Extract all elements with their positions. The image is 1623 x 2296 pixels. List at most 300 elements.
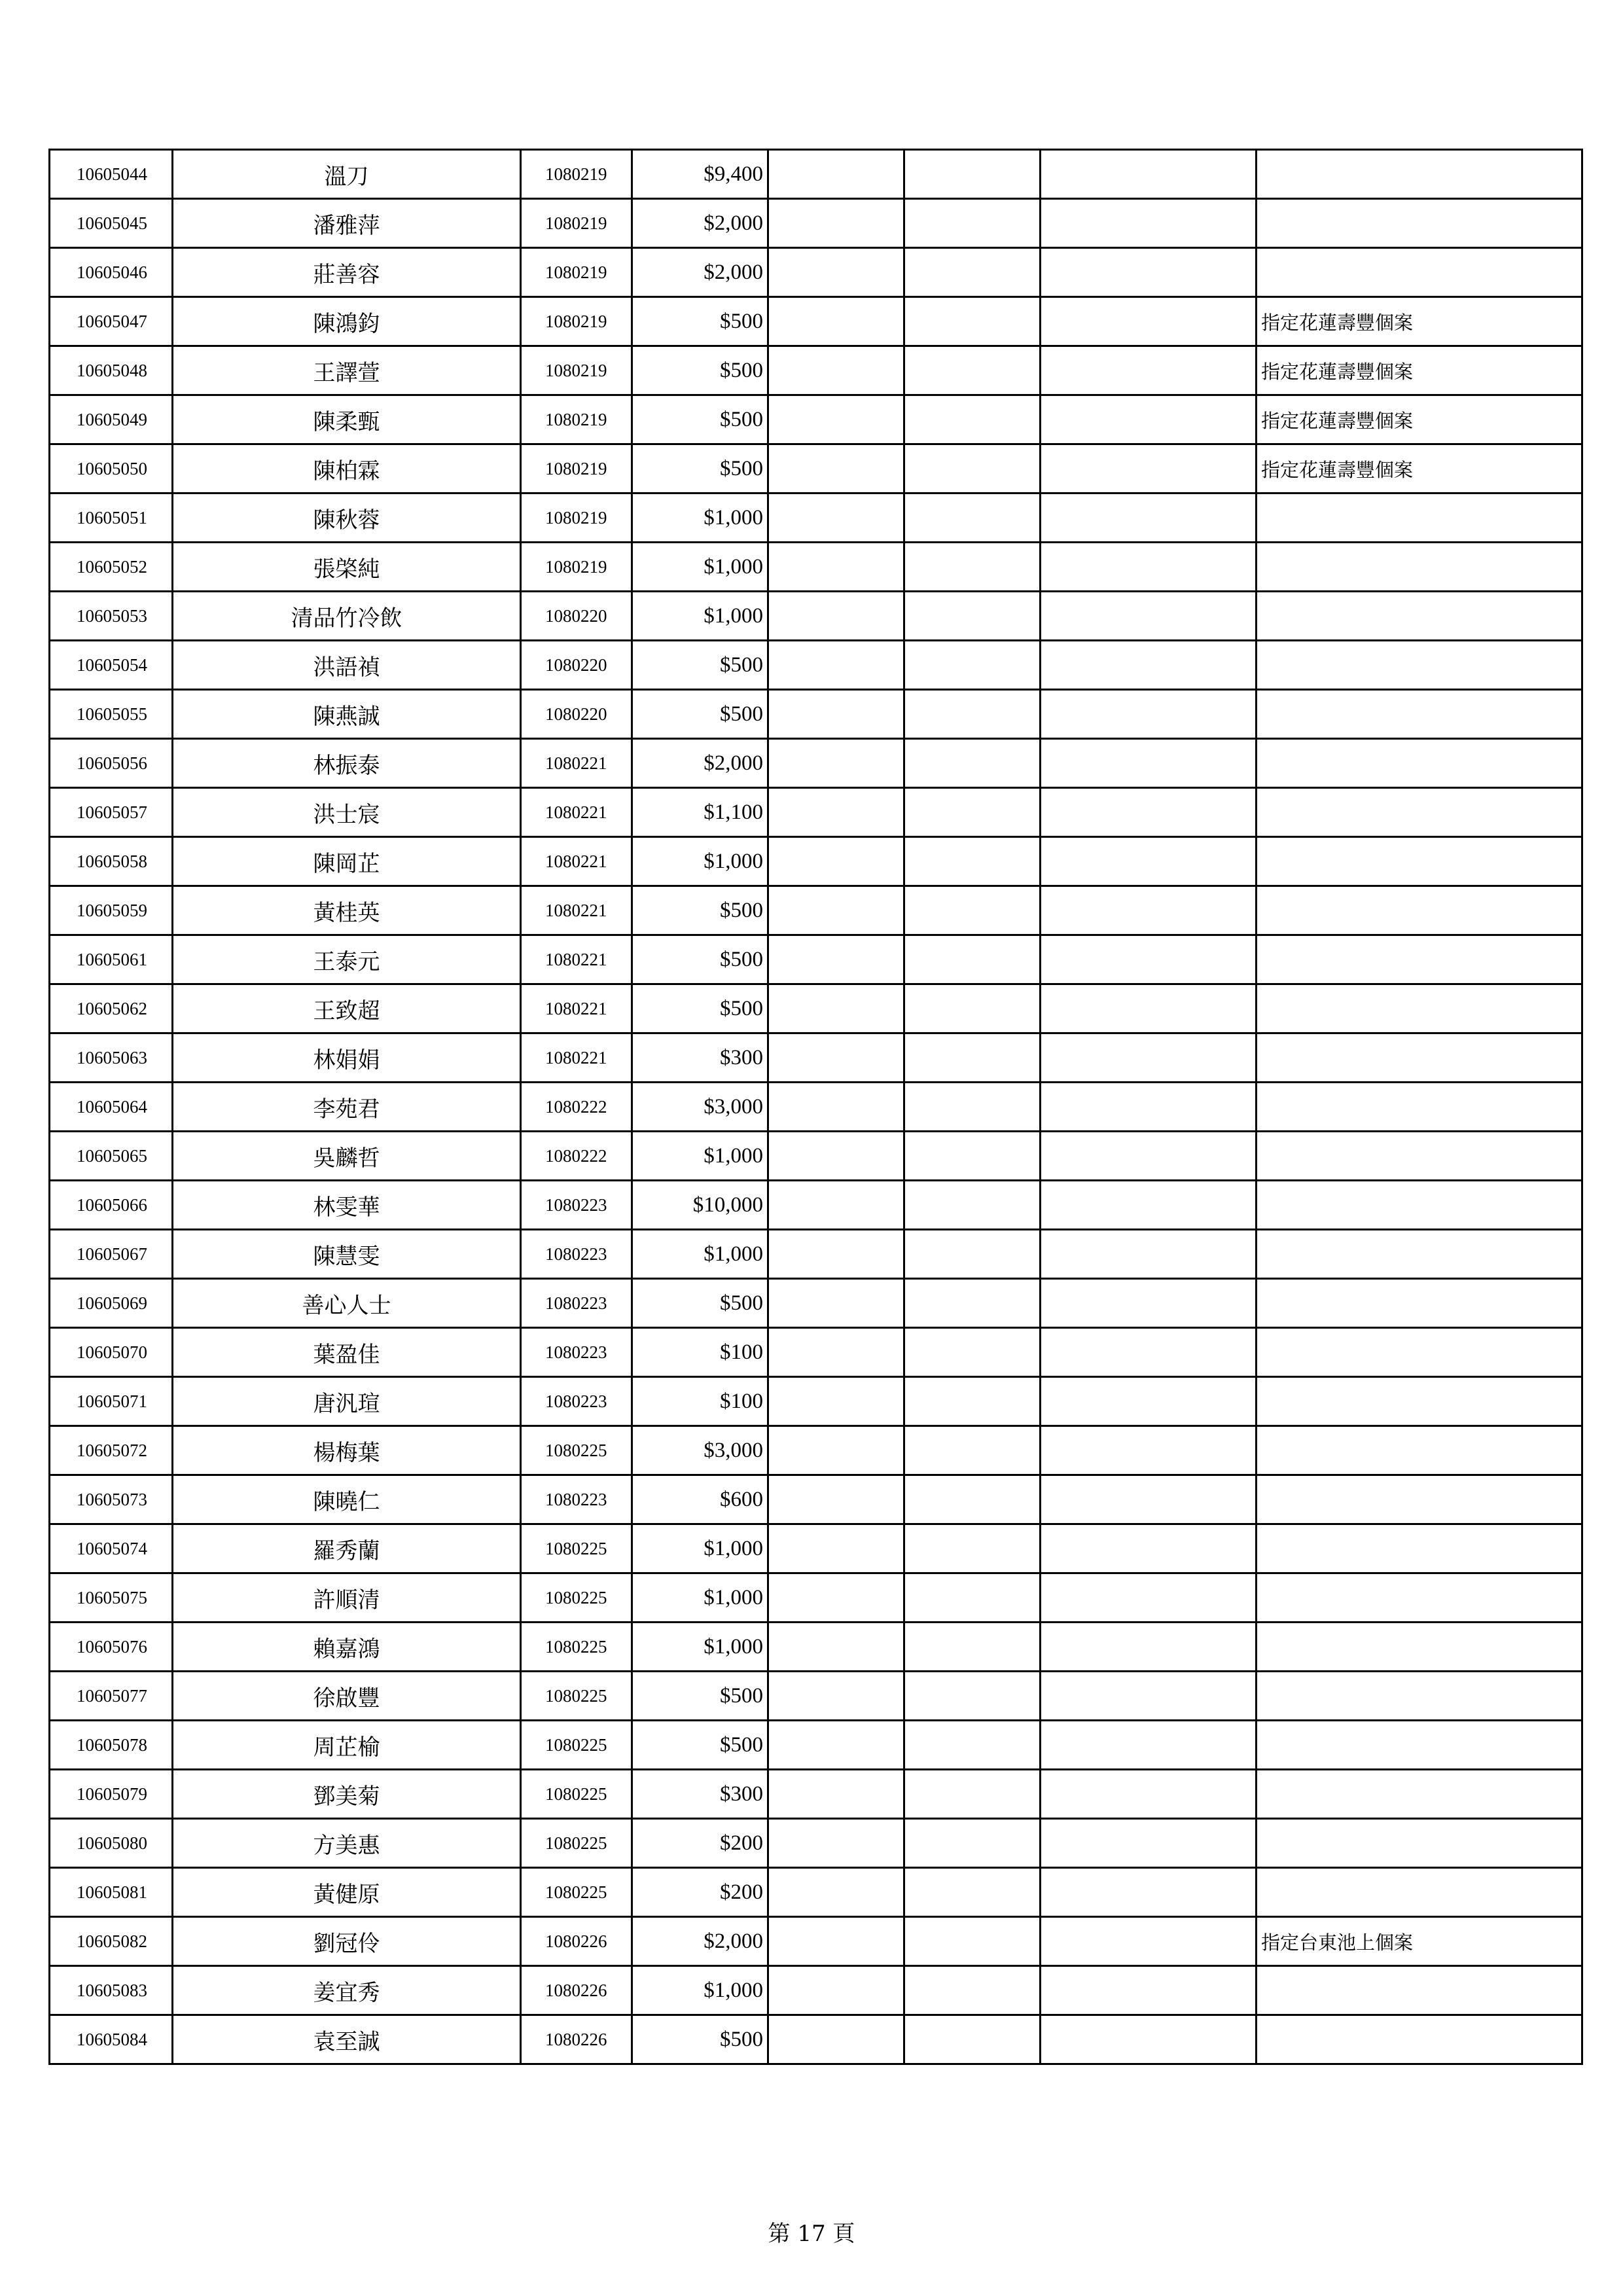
- table-row: [50, 1132, 1582, 1181]
- receipt-number-cell: 10605062: [50, 984, 173, 1033]
- donor-name-cell: 清品竹冷飲: [173, 592, 521, 641]
- donation-date-cell: 1080221: [521, 886, 632, 935]
- designation-note-cell: [1257, 248, 1582, 297]
- donation-amount-cell: $500: [632, 984, 768, 1033]
- table-row: [50, 444, 1582, 493]
- empty-cell: [1041, 248, 1257, 297]
- donation-date-cell: 1080222: [521, 1132, 632, 1181]
- receipt-number-cell: 10605050: [50, 444, 173, 493]
- empty-cell: [1041, 1132, 1257, 1181]
- table-row: [50, 1573, 1582, 1623]
- receipt-number-cell: 10605076: [50, 1623, 173, 1672]
- empty-cell: [768, 1426, 904, 1475]
- table-row: [50, 2015, 1582, 2064]
- table-row: [50, 592, 1582, 641]
- designation-note-cell: [1257, 543, 1582, 592]
- empty-cell: [904, 1721, 1041, 1770]
- donation-date-cell: 1080223: [521, 1230, 632, 1279]
- donation-date-cell: 1080225: [521, 1672, 632, 1721]
- donation-amount-cell: $500: [632, 886, 768, 935]
- table-row: [50, 1721, 1582, 1770]
- empty-cell: [768, 886, 904, 935]
- donor-name-cell: 賴嘉鴻: [173, 1623, 521, 1672]
- empty-cell: [1041, 739, 1257, 788]
- empty-cell: [904, 297, 1041, 346]
- empty-cell: [768, 1377, 904, 1426]
- empty-cell: [904, 886, 1041, 935]
- receipt-number-cell: 10605077: [50, 1672, 173, 1721]
- receipt-number-cell: 10605067: [50, 1230, 173, 1279]
- table-row: [50, 543, 1582, 592]
- donor-name-cell: 許順清: [173, 1573, 521, 1623]
- donation-date-cell: 1080221: [521, 739, 632, 788]
- empty-cell: [1041, 1279, 1257, 1328]
- empty-cell: [768, 1524, 904, 1573]
- empty-cell: [1041, 199, 1257, 248]
- empty-cell: [904, 641, 1041, 690]
- empty-cell: [1041, 788, 1257, 837]
- empty-cell: [904, 1426, 1041, 1475]
- empty-cell: [1041, 1426, 1257, 1475]
- empty-cell: [768, 641, 904, 690]
- empty-cell: [1041, 297, 1257, 346]
- receipt-number-cell: 10605073: [50, 1475, 173, 1524]
- empty-cell: [904, 788, 1041, 837]
- donor-name-cell: 徐啟豐: [173, 1672, 521, 1721]
- designation-note-cell: [1257, 1819, 1582, 1868]
- table-row: [50, 1328, 1582, 1377]
- donation-amount-cell: $2,000: [632, 248, 768, 297]
- donation-date-cell: 1080219: [521, 444, 632, 493]
- empty-cell: [1041, 690, 1257, 739]
- empty-cell: [1041, 886, 1257, 935]
- donor-name-cell: 溫刀: [173, 150, 521, 199]
- designation-note-cell: 指定花蓮壽豐個案: [1257, 346, 1582, 395]
- donation-date-cell: 1080221: [521, 788, 632, 837]
- donation-amount-cell: $1,000: [632, 493, 768, 543]
- table-row: [50, 935, 1582, 984]
- empty-cell: [1041, 1083, 1257, 1132]
- donation-amount-cell: $1,000: [632, 1524, 768, 1573]
- designation-note-cell: 指定台東池上個案: [1257, 1917, 1582, 1966]
- table-row: [50, 1279, 1582, 1328]
- donor-name-cell: 張棨純: [173, 543, 521, 592]
- empty-cell: [904, 984, 1041, 1033]
- empty-cell: [904, 837, 1041, 886]
- designation-note-cell: [1257, 150, 1582, 199]
- donation-date-cell: 1080221: [521, 935, 632, 984]
- donation-date-cell: 1080221: [521, 984, 632, 1033]
- empty-cell: [768, 690, 904, 739]
- designation-note-cell: [1257, 1377, 1582, 1426]
- empty-cell: [904, 1770, 1041, 1819]
- empty-cell: [904, 1868, 1041, 1917]
- empty-cell: [904, 592, 1041, 641]
- table-row: [50, 1475, 1582, 1524]
- empty-cell: [768, 1573, 904, 1623]
- empty-cell: [768, 1966, 904, 2015]
- receipt-number-cell: 10605075: [50, 1573, 173, 1623]
- empty-cell: [904, 248, 1041, 297]
- table-row: [50, 641, 1582, 690]
- table-row: [50, 1377, 1582, 1426]
- empty-cell: [768, 1672, 904, 1721]
- receipt-number-cell: 10605069: [50, 1279, 173, 1328]
- receipt-number-cell: 10605063: [50, 1033, 173, 1083]
- empty-cell: [904, 1672, 1041, 1721]
- empty-cell: [904, 444, 1041, 493]
- donor-name-cell: 陳柏霖: [173, 444, 521, 493]
- donation-date-cell: 1080225: [521, 1426, 632, 1475]
- empty-cell: [768, 1917, 904, 1966]
- receipt-number-cell: 10605072: [50, 1426, 173, 1475]
- donor-name-cell: 黃健原: [173, 1868, 521, 1917]
- designation-note-cell: [1257, 1623, 1582, 1672]
- empty-cell: [1041, 984, 1257, 1033]
- empty-cell: [904, 935, 1041, 984]
- empty-cell: [1041, 1966, 1257, 2015]
- receipt-number-cell: 10605053: [50, 592, 173, 641]
- donor-name-cell: 李苑君: [173, 1083, 521, 1132]
- donation-date-cell: 1080226: [521, 2015, 632, 2064]
- receipt-number-cell: 10605081: [50, 1868, 173, 1917]
- table-row: [50, 1181, 1582, 1230]
- empty-cell: [1041, 641, 1257, 690]
- empty-cell: [1041, 1475, 1257, 1524]
- designation-note-cell: [1257, 886, 1582, 935]
- donation-amount-cell: $1,100: [632, 788, 768, 837]
- donation-amount-cell: $100: [632, 1377, 768, 1426]
- empty-cell: [1041, 837, 1257, 886]
- donation-ledger-table: [48, 149, 1583, 2065]
- donation-date-cell: 1080219: [521, 248, 632, 297]
- table-row: [50, 690, 1582, 739]
- designation-note-cell: [1257, 1279, 1582, 1328]
- designation-note-cell: [1257, 1475, 1582, 1524]
- empty-cell: [1041, 1033, 1257, 1083]
- empty-cell: [1041, 1524, 1257, 1573]
- donor-name-cell: 林振泰: [173, 739, 521, 788]
- designation-note-cell: [1257, 1524, 1582, 1573]
- empty-cell: [1041, 1672, 1257, 1721]
- empty-cell: [768, 1328, 904, 1377]
- table-row: [50, 297, 1582, 346]
- donation-date-cell: 1080219: [521, 199, 632, 248]
- donor-name-cell: 陳秋蓉: [173, 493, 521, 543]
- empty-cell: [768, 1475, 904, 1524]
- empty-cell: [1041, 1623, 1257, 1672]
- donation-date-cell: 1080223: [521, 1328, 632, 1377]
- donation-amount-cell: $1,000: [632, 837, 768, 886]
- receipt-number-cell: 10605065: [50, 1132, 173, 1181]
- empty-cell: [904, 1181, 1041, 1230]
- donation-amount-cell: $500: [632, 346, 768, 395]
- designation-note-cell: [1257, 2015, 1582, 2064]
- empty-cell: [1041, 592, 1257, 641]
- donor-name-cell: 楊梅葉: [173, 1426, 521, 1475]
- donation-amount-cell: $300: [632, 1033, 768, 1083]
- empty-cell: [768, 1279, 904, 1328]
- empty-cell: [768, 1033, 904, 1083]
- donor-name-cell: 袁至誠: [173, 2015, 521, 2064]
- empty-cell: [1041, 1917, 1257, 1966]
- donation-date-cell: 1080223: [521, 1377, 632, 1426]
- empty-cell: [904, 1573, 1041, 1623]
- designation-note-cell: [1257, 1328, 1582, 1377]
- table-row: [50, 886, 1582, 935]
- empty-cell: [768, 984, 904, 1033]
- donor-name-cell: 王泰元: [173, 935, 521, 984]
- receipt-number-cell: 10605046: [50, 248, 173, 297]
- empty-cell: [768, 543, 904, 592]
- receipt-number-cell: 10605051: [50, 493, 173, 543]
- receipt-number-cell: 10605045: [50, 199, 173, 248]
- donation-date-cell: 1080222: [521, 1083, 632, 1132]
- empty-cell: [768, 248, 904, 297]
- designation-note-cell: [1257, 690, 1582, 739]
- donation-date-cell: 1080219: [521, 395, 632, 444]
- donation-date-cell: 1080223: [521, 1279, 632, 1328]
- donation-amount-cell: $500: [632, 444, 768, 493]
- donation-date-cell: 1080225: [521, 1721, 632, 1770]
- donation-date-cell: 1080225: [521, 1524, 632, 1573]
- receipt-number-cell: 10605064: [50, 1083, 173, 1132]
- empty-cell: [904, 739, 1041, 788]
- table-row: [50, 1524, 1582, 1573]
- donation-amount-cell: $3,000: [632, 1083, 768, 1132]
- table-row: [50, 395, 1582, 444]
- designation-note-cell: [1257, 1573, 1582, 1623]
- donation-amount-cell: $2,000: [632, 739, 768, 788]
- donation-date-cell: 1080219: [521, 346, 632, 395]
- donor-name-cell: 陳柔甄: [173, 395, 521, 444]
- designation-note-cell: [1257, 1230, 1582, 1279]
- empty-cell: [1041, 1230, 1257, 1279]
- designation-note-cell: [1257, 837, 1582, 886]
- donor-name-cell: 周芷榆: [173, 1721, 521, 1770]
- designation-note-cell: [1257, 1672, 1582, 1721]
- empty-cell: [904, 1819, 1041, 1868]
- designation-note-cell: [1257, 739, 1582, 788]
- empty-cell: [1041, 1721, 1257, 1770]
- empty-cell: [1041, 2015, 1257, 2064]
- empty-cell: [768, 1083, 904, 1132]
- donation-amount-cell: $500: [632, 1279, 768, 1328]
- designation-note-cell: [1257, 1770, 1582, 1819]
- empty-cell: [904, 395, 1041, 444]
- donation-amount-cell: $500: [632, 935, 768, 984]
- designation-note-cell: 指定花蓮壽豐個案: [1257, 444, 1582, 493]
- table-row: [50, 837, 1582, 886]
- donation-date-cell: 1080225: [521, 1770, 632, 1819]
- designation-note-cell: [1257, 199, 1582, 248]
- receipt-number-cell: 10605061: [50, 935, 173, 984]
- designation-note-cell: [1257, 1181, 1582, 1230]
- receipt-number-cell: 10605079: [50, 1770, 173, 1819]
- empty-cell: [1041, 1328, 1257, 1377]
- empty-cell: [904, 493, 1041, 543]
- donation-date-cell: 1080221: [521, 837, 632, 886]
- ledger-body: [50, 150, 1582, 2064]
- empty-cell: [768, 395, 904, 444]
- designation-note-cell: [1257, 788, 1582, 837]
- donor-name-cell: 劉冠伶: [173, 1917, 521, 1966]
- donation-amount-cell: $2,000: [632, 1917, 768, 1966]
- empty-cell: [768, 1819, 904, 1868]
- empty-cell: [768, 444, 904, 493]
- table-row: [50, 199, 1582, 248]
- donation-amount-cell: $100: [632, 1328, 768, 1377]
- empty-cell: [768, 493, 904, 543]
- donor-name-cell: 陳岡芷: [173, 837, 521, 886]
- empty-cell: [904, 1033, 1041, 1083]
- receipt-number-cell: 10605084: [50, 2015, 173, 2064]
- empty-cell: [768, 788, 904, 837]
- receipt-number-cell: 10605059: [50, 886, 173, 935]
- empty-cell: [1041, 1573, 1257, 1623]
- donation-date-cell: 1080225: [521, 1623, 632, 1672]
- empty-cell: [904, 1623, 1041, 1672]
- empty-cell: [904, 1279, 1041, 1328]
- empty-cell: [904, 1377, 1041, 1426]
- empty-cell: [768, 1868, 904, 1917]
- donor-name-cell: 羅秀蘭: [173, 1524, 521, 1573]
- donation-amount-cell: $500: [632, 2015, 768, 2064]
- designation-note-cell: [1257, 493, 1582, 543]
- donation-amount-cell: $500: [632, 297, 768, 346]
- empty-cell: [904, 1132, 1041, 1181]
- donor-name-cell: 陳曉仁: [173, 1475, 521, 1524]
- table-row: [50, 1966, 1582, 2015]
- donor-name-cell: 善心人士: [173, 1279, 521, 1328]
- table-row: [50, 1426, 1582, 1475]
- receipt-number-cell: 10605054: [50, 641, 173, 690]
- page-number: 第 17 頁: [768, 2221, 855, 2247]
- designation-note-cell: [1257, 592, 1582, 641]
- empty-cell: [1041, 1377, 1257, 1426]
- donation-date-cell: 1080220: [521, 592, 632, 641]
- receipt-number-cell: 10605074: [50, 1524, 173, 1573]
- empty-cell: [768, 1132, 904, 1181]
- empty-cell: [768, 1770, 904, 1819]
- empty-cell: [1041, 1181, 1257, 1230]
- receipt-number-cell: 10605078: [50, 1721, 173, 1770]
- donation-amount-cell: $500: [632, 641, 768, 690]
- donation-date-cell: 1080219: [521, 297, 632, 346]
- designation-note-cell: [1257, 984, 1582, 1033]
- donor-name-cell: 陳燕誠: [173, 690, 521, 739]
- empty-cell: [1041, 935, 1257, 984]
- donation-date-cell: 1080219: [521, 150, 632, 199]
- empty-cell: [904, 1230, 1041, 1279]
- donor-name-cell: 莊善容: [173, 248, 521, 297]
- empty-cell: [904, 690, 1041, 739]
- designation-note-cell: [1257, 1868, 1582, 1917]
- empty-cell: [904, 2015, 1041, 2064]
- empty-cell: [1041, 395, 1257, 444]
- receipt-number-cell: 10605058: [50, 837, 173, 886]
- donor-name-cell: 方美惠: [173, 1819, 521, 1868]
- table-row: [50, 788, 1582, 837]
- donation-amount-cell: $1,000: [632, 592, 768, 641]
- donation-amount-cell: $10,000: [632, 1181, 768, 1230]
- empty-cell: [904, 1083, 1041, 1132]
- donation-date-cell: 1080219: [521, 493, 632, 543]
- empty-cell: [904, 150, 1041, 199]
- donation-amount-cell: $2,000: [632, 199, 768, 248]
- empty-cell: [904, 1917, 1041, 1966]
- table-row: [50, 984, 1582, 1033]
- receipt-number-cell: 10605080: [50, 1819, 173, 1868]
- donor-name-cell: 王致超: [173, 984, 521, 1033]
- empty-cell: [904, 1475, 1041, 1524]
- empty-cell: [768, 1623, 904, 1672]
- table-row: [50, 1083, 1582, 1132]
- designation-note-cell: [1257, 641, 1582, 690]
- donation-amount-cell: $600: [632, 1475, 768, 1524]
- donation-amount-cell: $500: [632, 1672, 768, 1721]
- donation-amount-cell: $500: [632, 395, 768, 444]
- donor-name-cell: 潘雅萍: [173, 199, 521, 248]
- designation-note-cell: [1257, 1033, 1582, 1083]
- donor-name-cell: 陳鴻鈞: [173, 297, 521, 346]
- donor-name-cell: 唐汎瑄: [173, 1377, 521, 1426]
- donation-date-cell: 1080223: [521, 1181, 632, 1230]
- table-row: [50, 1819, 1582, 1868]
- donor-name-cell: 葉盈佳: [173, 1328, 521, 1377]
- table-row: [50, 1770, 1582, 1819]
- empty-cell: [768, 1721, 904, 1770]
- receipt-number-cell: 10605066: [50, 1181, 173, 1230]
- donation-amount-cell: $1,000: [632, 1573, 768, 1623]
- empty-cell: [768, 150, 904, 199]
- donation-date-cell: 1080223: [521, 1475, 632, 1524]
- empty-cell: [904, 543, 1041, 592]
- donation-date-cell: 1080225: [521, 1573, 632, 1623]
- donation-amount-cell: $200: [632, 1868, 768, 1917]
- receipt-number-cell: 10605082: [50, 1917, 173, 1966]
- donation-amount-cell: $1,000: [632, 543, 768, 592]
- donor-name-cell: 林娟娟: [173, 1033, 521, 1083]
- empty-cell: [768, 1230, 904, 1279]
- table-row: [50, 1033, 1582, 1083]
- donor-name-cell: 陳慧雯: [173, 1230, 521, 1279]
- donation-amount-cell: $300: [632, 1770, 768, 1819]
- donation-amount-cell: $500: [632, 1721, 768, 1770]
- empty-cell: [1041, 346, 1257, 395]
- donor-name-cell: 鄧美菊: [173, 1770, 521, 1819]
- empty-cell: [768, 1181, 904, 1230]
- donor-name-cell: 姜宜秀: [173, 1966, 521, 2015]
- donation-date-cell: 1080219: [521, 543, 632, 592]
- empty-cell: [768, 739, 904, 788]
- donation-amount-cell: $200: [632, 1819, 768, 1868]
- empty-cell: [904, 1328, 1041, 1377]
- designation-note-cell: 指定花蓮壽豐個案: [1257, 297, 1582, 346]
- designation-note-cell: [1257, 1426, 1582, 1475]
- donor-name-cell: 黃桂英: [173, 886, 521, 935]
- empty-cell: [904, 199, 1041, 248]
- receipt-number-cell: 10605049: [50, 395, 173, 444]
- empty-cell: [904, 1524, 1041, 1573]
- donation-amount-cell: $3,000: [632, 1426, 768, 1475]
- donor-name-cell: 洪語禎: [173, 641, 521, 690]
- designation-note-cell: 指定花蓮壽豐個案: [1257, 395, 1582, 444]
- receipt-number-cell: 10605048: [50, 346, 173, 395]
- designation-note-cell: [1257, 1966, 1582, 2015]
- table-row: [50, 346, 1582, 395]
- donor-name-cell: 王譯萱: [173, 346, 521, 395]
